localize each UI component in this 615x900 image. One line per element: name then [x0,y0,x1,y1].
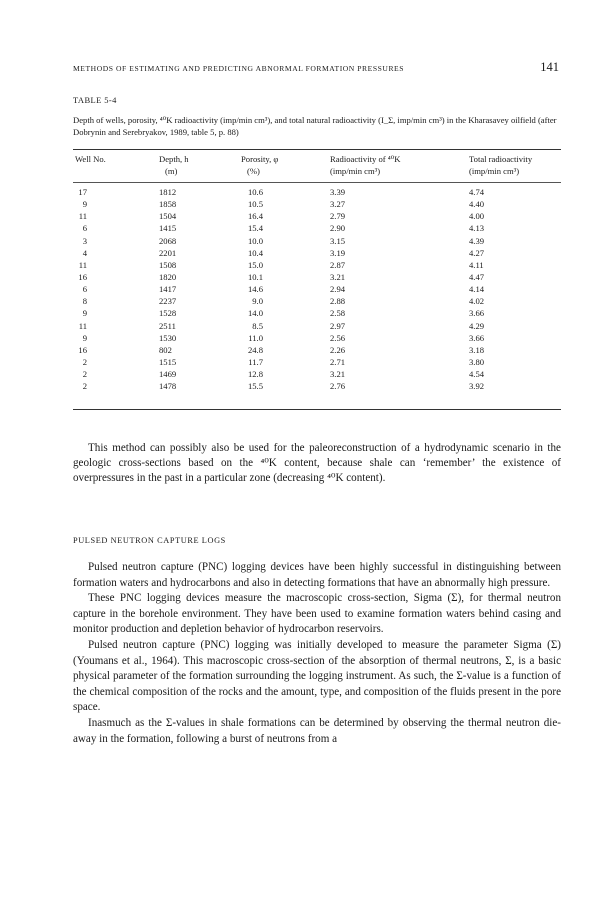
table-cell-rad: 2.76 [330,381,346,392]
table-cell-total: 4.13 [469,223,485,234]
table-cell-total: 3.80 [469,356,485,367]
table-row [73,283,561,295]
table-cell-well: 11 [78,259,87,270]
table-cell-total: 3.66 [469,332,485,343]
table-cell-total: 4.27 [469,247,485,258]
table-cell-poros: 24.8 [247,344,263,355]
table-cell-depth: 2201 [159,247,177,258]
running-head: METHODS OF ESTIMATING AND PREDICTING ABNORMAL FORMATION PRESSURES [73,64,405,73]
table-label: TABLE 5-4 [73,95,117,105]
table-cell-poros: 10.1 [247,271,263,282]
table-cell-rad: 3.39 [330,187,346,197]
table-cell-rad: 3.15 [330,235,346,246]
table-cell-total: 4.39 [469,235,485,246]
table-cell-depth: 1528 [159,308,177,319]
body-paragraph: Pulsed neutron capture (PNC) logging devices have been highly successful in distinguishing between formation waters and hydrocarbons and also in detecting formations that have an abnormally high pressure. [73,561,561,589]
table-cell-well: 4 [82,247,87,258]
table-cell-depth: 1504 [159,211,177,222]
table-cell-rad: 2.88 [330,296,346,307]
table-row [73,247,561,259]
table-row [73,307,561,319]
table-cell-well: 8 [82,296,87,307]
table-cell-poros: 12.8 [247,369,263,380]
table-row [73,356,561,368]
table-cell-depth: 1417 [159,284,177,295]
table-cell-depth: 1469 [159,369,177,380]
table-cell-well: 17 [78,187,87,197]
table-cell-rad: 2.58 [330,308,346,319]
table-cell-depth: 2511 [159,320,176,331]
table-cell-well: 9 [82,199,87,210]
table-cell-poros: 14.6 [247,284,263,295]
body-paragraph: These PNC logging devices measure the macroscopic cross-section, Sigma (Σ), for thermal neutron capture in the borehole environment. They have been used to examine formation waters behind casing and monitor production and depletion behavior of hydrocarbon reservoirs. [73,592,561,636]
table-cell-total: 4.02 [469,296,485,307]
body-paragraph: Inasmuch as the Σ-values in shale formations can be determined by observing the thermal neutron die-away in the formation, following a burst of neutrons from a [73,716,561,745]
table-row [73,344,561,356]
table-row [73,222,561,234]
column-header-radioactivity-k40: Radioactivity of ⁴⁰K (imp/min cm³) [330,154,401,176]
table-cell-poros: 10.5 [247,199,263,210]
table-cell-total: 3.66 [469,308,485,319]
table-cell-rad: 2.79 [330,211,346,222]
table-row [73,235,561,247]
table-row [73,210,561,222]
table-cell-well: 9 [82,332,87,343]
table-cell-poros: 15.4 [247,223,263,234]
table-row [73,271,561,283]
table-cell-well: 3 [82,235,87,246]
table-cell-well: 2 [82,369,87,380]
table-row [73,368,561,380]
table-cell-rad: 2.94 [330,284,346,295]
table-row [73,186,561,198]
table-cell-total: 4.54 [469,369,485,380]
table-top-rule [73,149,561,150]
table-row [73,380,561,392]
section-heading: PULSED NEUTRON CAPTURE LOGS [73,536,226,545]
table-cell-well: 6 [82,284,87,295]
table-cell-depth: 2237 [159,296,177,307]
table-header-rule [73,182,561,183]
body-paragraph: Pulsed neutron capture (PNC) logging was initially developed to measure the parameter Sigma (Σ) (Youmans et al., 1964). This macroscopic cross-section of the absorption of thermal neutrons, Σ, is a basic physical parameter of the formation surrounding the logging instrument. As such, the Σ-value is a function of the chemical composition of the rocks and the amount, type, and composition of the fluids present in the pore space. [73,638,561,714]
table-cell-poros: 16.4 [247,211,263,222]
table-cell-poros: 14.0 [247,308,263,319]
table-cell-depth: 1415 [159,223,177,234]
table-cell-total: 4.40 [469,199,485,210]
table-cell-poros: 9.0 [252,296,263,307]
table-cell-poros: 15.5 [247,381,263,392]
table-row [73,320,561,332]
table-cell-well: 16 [78,344,87,355]
table-bottom-rule [73,409,561,410]
table-cell-rad: 2.26 [330,344,346,355]
table-cell-well: 16 [78,271,87,282]
table-cell-rad: 2.97 [330,320,346,331]
table-cell-depth: 1508 [159,259,177,270]
table-cell-poros: 10.0 [247,235,263,246]
table-cell-rad: 2.87 [330,259,346,270]
table-cell-well: 6 [82,223,87,234]
table-cell-poros: 11.0 [248,332,263,343]
table-cell-poros: 8.5 [252,320,263,331]
table-cell-depth: 1812 [159,187,177,197]
table-cell-total: 4.29 [469,320,485,331]
table-cell-total: 4.11 [469,259,484,270]
table-cell-depth: 1530 [159,332,177,343]
table-cell-depth: 802 [159,344,172,355]
table-cell-total: 4.74 [469,187,485,197]
table-cell-poros: 11.7 [248,356,263,367]
table-cell-depth: 1478 [159,381,177,392]
table-cell-total: 3.18 [469,344,485,355]
table-cell-well: 11 [78,320,87,331]
table-cell-rad: 2.90 [330,223,346,234]
column-header-well: Well No. [75,154,106,164]
table-cell-rad: 3.19 [330,247,346,258]
table-cell-poros: 15.0 [247,259,263,270]
table-row [73,198,561,210]
table-caption: Depth of wells, porosity, ⁴⁰K radioactivity (imp/min cm³), and total natural radioactivity (I_Σ, imp/min cm³) in the Kharasavey oilfield (after Dobrynin and Serebryakov, 1989, table 5, p. 88) [73,115,557,137]
table-cell-total: 4.47 [469,271,485,282]
table-cell-rad: 2.71 [330,356,346,367]
table-body [73,186,561,392]
table-row [73,259,561,271]
table-cell-depth: 1515 [159,356,177,367]
table-cell-total: 4.14 [469,284,485,295]
page-number: 141 [540,60,559,74]
table-cell-rad: 3.27 [330,199,346,210]
table-cell-depth: 2068 [159,235,177,246]
table-cell-poros: 10.4 [247,247,263,258]
table-cell-well: 2 [82,356,87,367]
table-cell-well: 11 [78,211,87,222]
column-header-total-radioactivity: Total radioactivity (imp/min cm³) [469,154,533,176]
table-cell-well: 2 [82,381,87,392]
table-cell-poros: 10.6 [247,187,263,197]
column-header-porosity: Porosity, φ (%) [241,154,279,176]
table-cell-rad: 3.21 [330,271,346,282]
section-body [73,560,561,747]
column-header-depth: Depth, h (m) [159,154,189,176]
table-cell-total: 3.92 [469,381,485,392]
body-paragraph: This method can possibly also be used for the paleoreconstruction of a hydrodynamic scenario in the geologic cross-sections based on the ⁴⁰K content, because shale can ‘remember’ the existence of overpressures in the past in a particular zone (decreasing ⁴⁰K content). [73,442,561,485]
table-cell-well: 9 [82,308,87,319]
table-cell-rad: 3.21 [330,369,346,380]
table-cell-total: 4.00 [469,211,485,222]
table-cell-rad: 2.56 [330,332,346,343]
table-cell-depth: 1858 [159,199,177,210]
table-cell-depth: 1820 [159,271,177,282]
table-row [73,332,561,344]
table-row [73,295,561,307]
